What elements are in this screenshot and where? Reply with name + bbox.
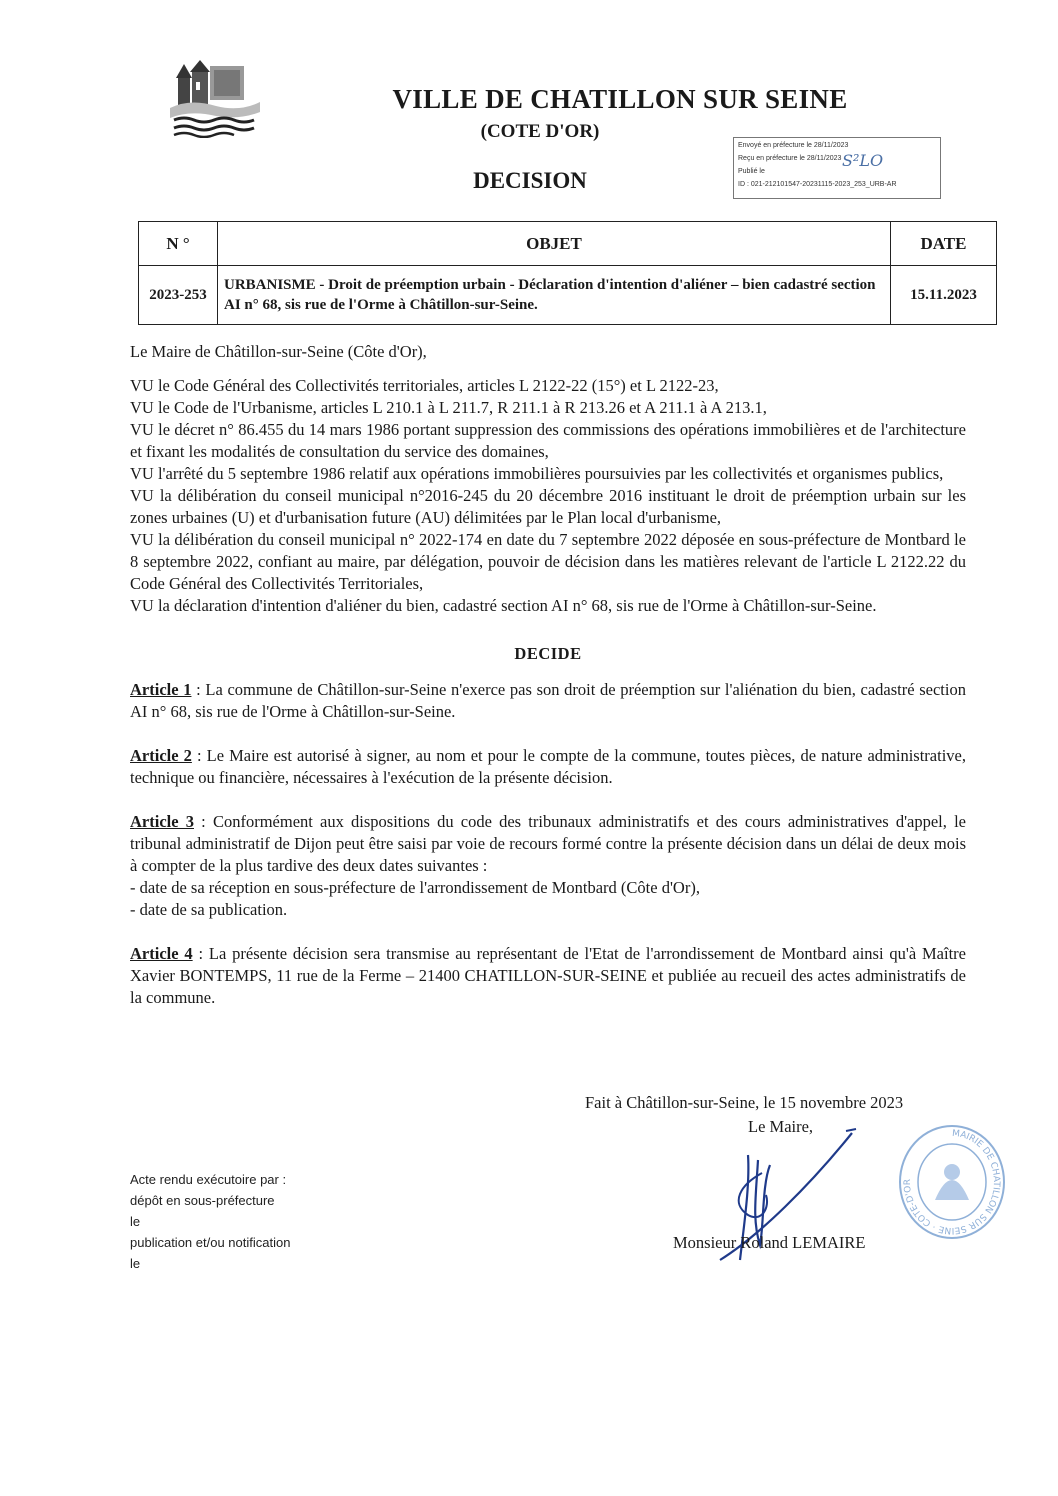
- stamp-published: Publié le: [738, 168, 765, 175]
- vu-line: VU l'arrêté du 5 septembre 1986 relatif aux opérations immobilières poursuivies par les collectivités et organismes publics,: [130, 464, 944, 483]
- city-arms-logo-icon: [170, 58, 262, 138]
- vu-line: VU la délibération du conseil municipal n°2016-245 du 20 décembre 2016 instituant le droit de préemption urbain sur les zones urbaines (U) et d'urbanisation future (AU) délimitées par le Plan local d'urbanisme,: [130, 486, 966, 527]
- stamp-sent-date: Envoyé en préfecture le 28/11/2023: [738, 142, 849, 149]
- header-objet: OBJET: [218, 222, 891, 266]
- article-2: [130, 745, 966, 789]
- header-date: DATE: [891, 222, 997, 266]
- intro-line: Le Maire de Châtillon-sur-Seine (Côte d'Or),: [130, 342, 427, 361]
- article-text: : La présente décision sera transmise au représentant de l'Etat de l'arrondissement de Montbard ainsi qu'à Maître Xavier BONTEMPS, 11 rue de la Ferme – 21400 CHATILLON-SUR-SEINE et publiée au recueil des actes administratifs de la commune.: [130, 944, 966, 1007]
- vu-line: VU la délibération du conseil municipal n° 2022-174 en date du 7 septembre 2022 déposée en sous-préfecture de Montbard le 8 septembre 2022, confiant au maire, par délégation, pouvoir de décision dans les matières relevant de l'article L 2122.22 du Code Général des Collectivités Territoriales,: [130, 530, 966, 593]
- article-list-item: - date de sa publication.: [130, 900, 288, 919]
- signatory-name: Monsieur Roland LEMAIRE: [673, 1233, 866, 1252]
- enforceability-note: [130, 1169, 290, 1274]
- footer-line: publication et/ou notification: [130, 1235, 291, 1250]
- prefecture-stamp: [733, 137, 941, 199]
- article-1: [130, 679, 966, 723]
- decision-date: 15.11.2023: [891, 266, 997, 325]
- article-4: [130, 943, 966, 1009]
- table-header-row: [139, 222, 997, 266]
- footer-line: Acte rendu exécutoire par :: [130, 1172, 287, 1187]
- vu-line: VU le décret n° 86.455 du 14 mars 1986 portant suppression des commissions des opérations immobilières et de l'architecture et fixant les modalités de consultation du service des domaines,: [130, 420, 966, 461]
- footer-line: dépôt en sous-préfecture: [130, 1193, 275, 1208]
- decision-object: URBANISME - Droit de préemption urbain - Déclaration d'intention d'aliéner – bien cadastré section AI n° 68, sis rue de l'Orme à Châtillon-sur-Seine.: [218, 266, 891, 325]
- decide-heading: DECIDE: [514, 644, 582, 663]
- article-3: [130, 811, 966, 921]
- article-label: Article 2: [130, 746, 192, 765]
- header-num: N °: [139, 222, 218, 266]
- footer-line: le: [130, 1214, 141, 1229]
- article-label: Article 3: [130, 812, 194, 831]
- article-text: : Conformément aux dispositions du code des tribunaux administratifs et des cours administratives d'appel, le tribunal administratif de Dijon peut être saisi par voie de recours formé contre la présente décision dans un délai de deux mois à compter de la plus tardive des deux dates suivantes :: [130, 812, 966, 875]
- stamp-id: ID : 021-212101547-20231115-2023_253_URB-AR: [738, 181, 897, 188]
- signed-place-date: Fait à Châtillon-sur-Seine, le 15 novembre 2023: [585, 1093, 904, 1112]
- footer-line: le: [130, 1256, 141, 1271]
- stamp-received-date: Reçu en préfecture le 28/11/2023: [738, 155, 842, 162]
- decision-body: [130, 341, 966, 1031]
- article-text: : Le Maire est autorisé à signer, au nom et pour le compte de la commune, toutes pièces, de nature administrative, technique ou financière, nécessaires à l'exécution de la présente décision.: [130, 746, 966, 787]
- article-list-item: - date de sa réception en sous-préfecture de l'arrondissement de Montbard (Côte d'Or),: [130, 878, 700, 897]
- table-row: [139, 266, 997, 325]
- city-seal-stamp-icon: [895, 1120, 1010, 1245]
- vu-line: VU la déclaration d'intention d'aliéner du bien, cadastré section AI n° 68, sis rue de l'Orme à Châtillon-sur-Seine.: [130, 596, 877, 615]
- decision-number: 2023-253: [139, 266, 218, 325]
- signatory-title: Le Maire,: [748, 1117, 814, 1136]
- stamp-signature: S²LO: [842, 151, 884, 170]
- article-label: Article 1: [130, 680, 192, 699]
- vu-line: VU le Code de l'Urbanisme, articles L 210.1 à L 211.7, R 211.1 à R 213.26 et A 211.1 à A 213.1,: [130, 398, 767, 417]
- city-title: VILLE DE CHATILLON SUR SEINE: [392, 84, 848, 114]
- decision-table: [138, 221, 997, 325]
- article-label: Article 4: [130, 944, 193, 963]
- seal-text: MAIRIE DE CHATILLON SUR SEINE · COTE-D'OR: [902, 1128, 1002, 1236]
- department-subtitle: (COTE D'OR): [480, 121, 600, 142]
- document-type-title: DECISION: [473, 168, 587, 193]
- article-text: : La commune de Châtillon-sur-Seine n'exerce pas son droit de préemption sur l'aliénation du bien, cadastré section AI n° 68, sis rue de l'Orme à Châtillon-sur-Seine.: [130, 680, 966, 721]
- vu-line: VU le Code Général des Collectivités territoriales, articles L 2122-22 (15°) et L 2122-23,: [130, 376, 719, 395]
